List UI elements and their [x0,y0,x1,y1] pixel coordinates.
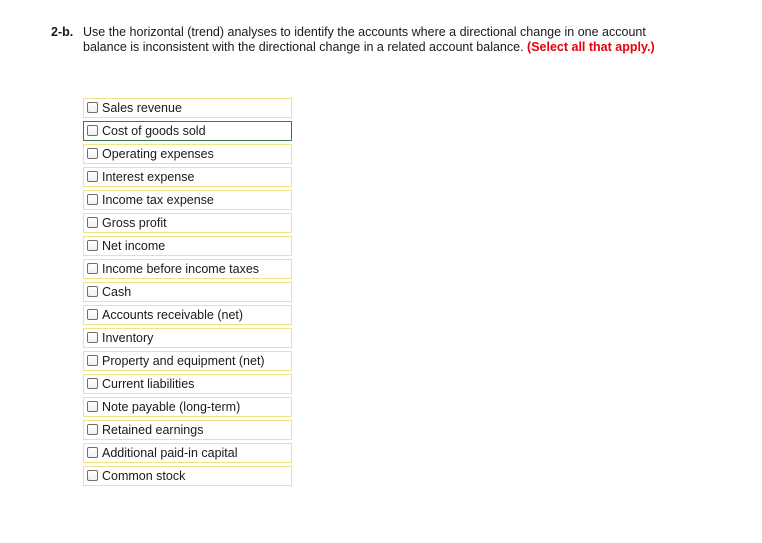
option-current-liabilities[interactable] [83,374,292,394]
option-label: Common stock [102,469,186,483]
checkbox[interactable] [87,240,98,251]
checkbox[interactable] [87,470,98,481]
option-cost-of-goods-sold[interactable] [83,121,292,141]
question-prompt [83,25,683,55]
option-gross-profit[interactable] [83,213,292,233]
option-retained-earnings[interactable] [83,420,292,440]
checkbox[interactable] [87,217,98,228]
answer-options-list [83,98,292,489]
option-label: Property and equipment (net) [102,354,265,368]
option-label: Net income [102,239,166,253]
option-property-and-equipment-net[interactable] [83,351,292,371]
option-label: Income tax expense [102,193,214,207]
option-cash[interactable] [83,282,292,302]
checkbox[interactable] [87,447,98,458]
option-label: Inventory [102,331,154,345]
option-label: Retained earnings [102,423,204,437]
checkbox[interactable] [87,332,98,343]
question-number: 2-b. [51,25,74,39]
checkbox[interactable] [87,171,98,182]
option-label: Additional paid-in capital [102,446,238,460]
option-sales-revenue[interactable] [83,98,292,118]
checkbox[interactable] [87,263,98,274]
option-net-income[interactable] [83,236,292,256]
option-label: Cost of goods sold [102,124,206,138]
checkbox[interactable] [87,125,98,136]
option-label: Cash [102,285,132,299]
option-additional-paid-in-capital[interactable] [83,443,292,463]
checkbox[interactable] [87,194,98,205]
option-label: Interest expense [102,170,195,184]
checkbox[interactable] [87,401,98,412]
checkbox[interactable] [87,148,98,159]
option-label: Income before income taxes [102,262,260,276]
option-interest-expense[interactable] [83,167,292,187]
checkbox[interactable] [87,102,98,113]
option-income-tax-expense[interactable] [83,190,292,210]
checkbox[interactable] [87,355,98,366]
question-instruction: (Select all that apply.) [527,40,655,54]
option-inventory[interactable] [83,328,292,348]
option-label: Operating expenses [102,147,214,161]
option-common-stock[interactable] [83,466,292,486]
option-label: Current liabilities [102,377,195,391]
checkbox[interactable] [87,309,98,320]
option-income-before-income-taxes[interactable] [83,259,292,279]
checkbox[interactable] [87,286,98,297]
checkbox[interactable] [87,424,98,435]
checkbox[interactable] [87,378,98,389]
option-note-payable-long-term[interactable] [83,397,292,417]
option-label: Accounts receivable (net) [102,308,244,322]
option-operating-expenses[interactable] [83,144,292,164]
option-label: Sales revenue [102,101,182,115]
option-accounts-receivable-net[interactable] [83,305,292,325]
option-label: Note payable (long-term) [102,400,241,414]
question-text: Use the horizontal (trend) analyses to identify the accounts where a directional change in one account balance is inconsistent with the directional change in a related account balance. [83,25,646,54]
option-label: Gross profit [102,216,167,230]
